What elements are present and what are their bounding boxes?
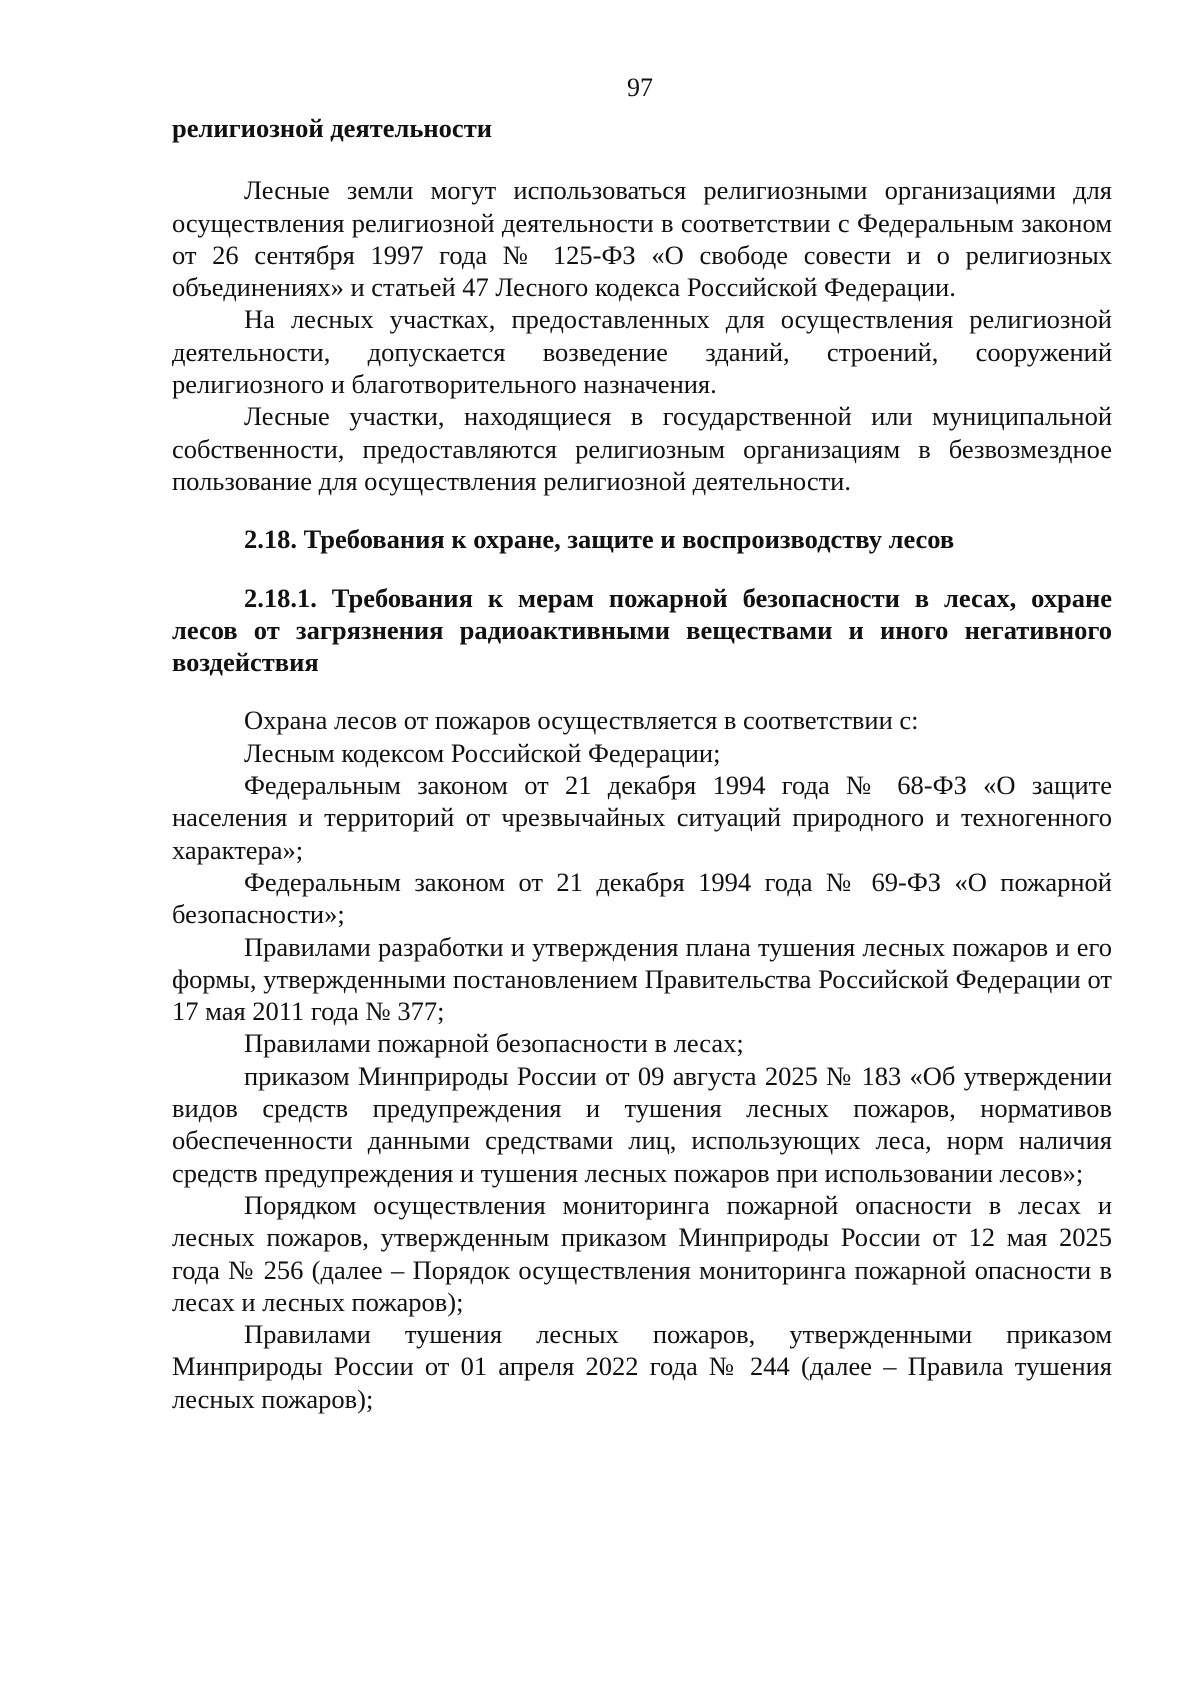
subsection-heading: 2.18.1. Требования к мерам пожарной безопасности в лесах, охране лесов от загрязнения радиоактивными веществами и иного негативного воздействия bbox=[172, 582, 1112, 678]
paragraph: Правилами разработки и утверждения плана тушения лесных пожаров и его формы, утвержденными постановлением Правительства Российской Федерации от 17 мая 2011 года № 377; bbox=[172, 931, 1112, 1027]
paragraph: Правилами пожарной безопасности в лесах; bbox=[244, 1028, 744, 1059]
paragraph: Лесные участки, находящиеся в государственной или муниципальной собственности, предоставляются религиозным организациям в безвозмездное пользование для осуществления религиозной деятельности. bbox=[172, 401, 1112, 496]
document-body bbox=[172, 112, 1112, 1415]
paragraph: Порядком осуществления мониторинга пожарной опасности в лесах и лесных пожаров, утвержденным приказом Минприроды России от 12 мая 2025 года № 256 (далее – Порядок осуществления мониторинга пожарной опасности в лесах и лесных пожаров); bbox=[172, 1189, 1112, 1317]
paragraph: Правилами тушения лесных пожаров, утвержденными приказом Минприроды России от 01 апреля 2022 года № 244 (далее – Правила тушения лесных пожаров); bbox=[172, 1319, 1112, 1414]
paragraph: Федеральным законом от 21 декабря 1994 года № 68-ФЗ «О защите населения и территорий от чрезвычайных ситуаций природного и техногенного характера»; bbox=[172, 770, 1112, 865]
paragraph: На лесных участках, предоставленных для осуществления религиозной деятельности, допускается возведение зданий, строений, сооружений религиозного и благотворительного назначения. bbox=[172, 304, 1112, 400]
paragraph: Лесным кодексом Российской Федерации; bbox=[244, 737, 721, 768]
paragraph: приказом Минприроды России от 09 августа 2025 № 183 «Об утверждении видов средств предупреждения и тушения лесных пожаров, нормативов обеспеченности данными средствами лиц, использующих леса, норм наличия средств предупреждения и тушения лесных пожаров при использовании лесов»; bbox=[172, 1060, 1112, 1188]
paragraph: Охрана лесов от пожаров осуществляется в соответствии с: bbox=[244, 705, 919, 736]
paragraph: Федеральным законом от 21 декабря 1994 года № 69-ФЗ «О пожарной безопасности»; bbox=[172, 866, 1112, 930]
paragraph: Лесные земли могут использоваться религиозными организациями для осуществления религиозной деятельности в соответствии с Федеральным законом от 26 сентября 1997 года № 125-ФЗ «О свободе совести и о религиозных объединениях» и статьей 47 Лесного кодекса Российской Федерации. bbox=[172, 175, 1112, 303]
page-number: 97 bbox=[627, 73, 653, 102]
section-title-continuation: религиозной деятельности bbox=[172, 113, 492, 143]
section-heading: 2.18. Требования к охране, защите и воспроизводству лесов bbox=[244, 524, 955, 555]
